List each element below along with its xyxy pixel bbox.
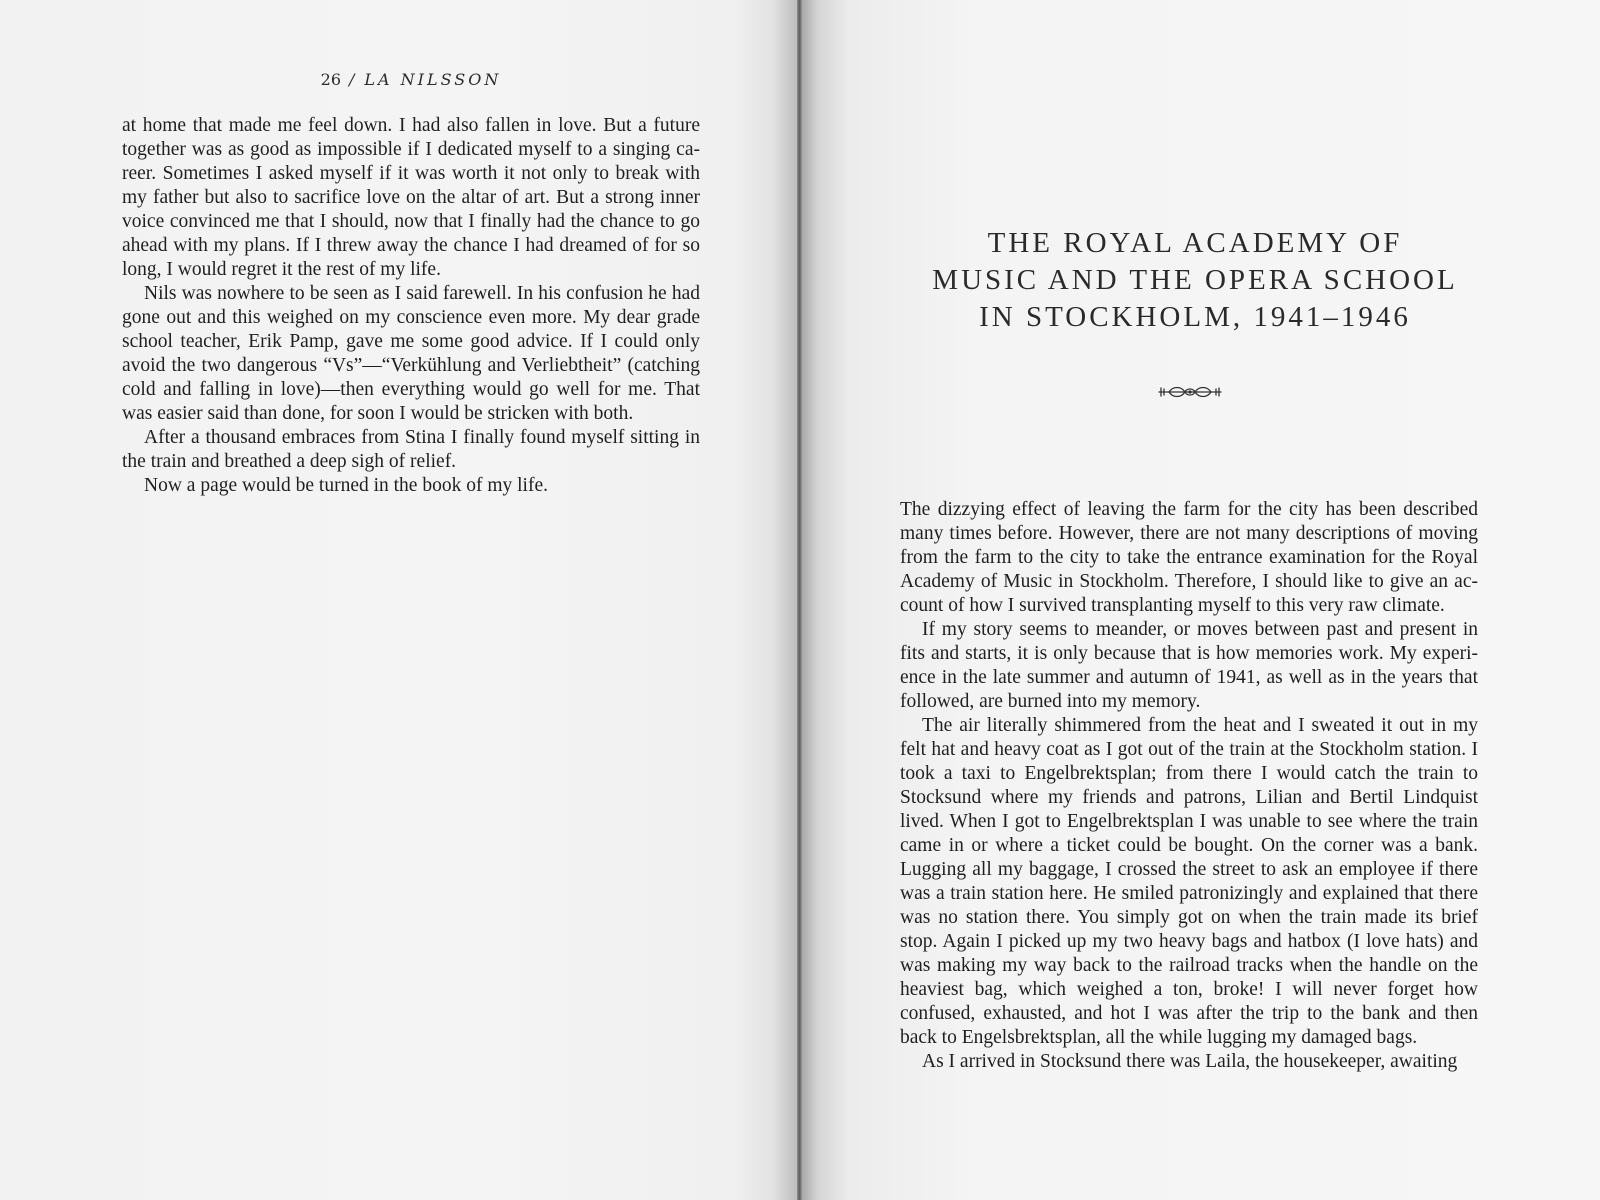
paragraph: The air literally shimmered from the heat and I sweated it out in my felt hat and heavy coat as I got out of the train at the Stockholm station. I took a taxi to Engelbrektsplan; from there I would catch the train to Stocksund where my friends and patrons, Lilian and Bertil Lindquist lived. When I got to Engelbrektsplan I was unable to see where the train came in or where a ticket could be bought. On the corner was a bank. Lugging all my baggage, I crossed the street to ask an employee if there was a train station here. He smiled patronizingly and explained that there was no station there. You simply got on when the train made its brief stop. Again I picked up my two heavy bags and hatbox (I love hats) and was making my way back to the railroad tracks when the handle on the heaviest bag, which weighed a ton, broke! I will never forget how confused, exhausted, and hot I was after the trip to the bank and then back to Engelsbrektsplan, all the while lugging my damaged bags. xyxy=(900,715,1478,1048)
left-page xyxy=(0,0,797,1200)
fleuron-ornament-icon xyxy=(1155,383,1225,401)
paragraph: If my story seems to meander, or moves between past and present in fits and starts, it is only because that is how memories work. My experience in the late summer and autumn of 1941, as well as in the years that followed, are burned into my memory. xyxy=(900,619,1478,712)
paragraph: After a thousand embraces from Stina I finally found myself sitting in the train and breathed a deep sigh of relief. xyxy=(122,427,700,472)
running-head-title: LA NILSSON xyxy=(364,70,502,89)
paragraph: As I arrived in Stocksund there was Laila, the housekeeper, awaiting xyxy=(922,1051,1458,1072)
chapter-title-line: IN STOCKHOLM, 1941–1946 xyxy=(979,301,1411,333)
page-number: 26 xyxy=(320,70,341,89)
running-head xyxy=(122,70,700,89)
right-body-text xyxy=(900,498,1478,1074)
paragraph: The dizzying effect of leaving the farm for the city has been described many times before. However, there are not many descriptions of moving from the farm to the city to take the entrance examination for the Royal Academy of Music in Stockholm. Therefore, I should like to give an account of how I survived transplanting myself to this very raw climate. xyxy=(900,499,1478,616)
left-body-text xyxy=(122,114,700,498)
chapter-title-line: MUSIC AND THE OPERA SCHOOL xyxy=(932,264,1458,296)
paragraph: Now a page would be turned in the book of my life. xyxy=(144,475,548,496)
running-head-separator: / xyxy=(349,70,357,89)
chapter-title-line: THE ROYAL ACADEMY OF xyxy=(987,227,1403,259)
paragraph: Nils was nowhere to be seen as I said farewell. In his confusion he had gone out and this weighed on my conscience even more. My dear grade school teacher, Erik Pamp, gave me some good advice. If I could only avoid the two dangerous “Vs”—“Verkühlung and Verliebtheit” (catching cold and falling in love)—then everything would go well for me. That was easier said than done, for soon I would be stricken with both. xyxy=(122,283,700,424)
paragraph: at home that made me feel down. I had also fallen in love. But a future together was as good as impossible if I dedicated myself to a singing career. Sometimes I asked myself if it was worth it not only to break with my father but also to sacrifice love on the altar of art. But a strong inner voice convinced me that I should, now that I finally had the chance to go ahead with my plans. If I threw away the chance I had dreamed of for so long, I would regret it the rest of my life. xyxy=(122,115,700,280)
chapter-title xyxy=(880,225,1510,336)
